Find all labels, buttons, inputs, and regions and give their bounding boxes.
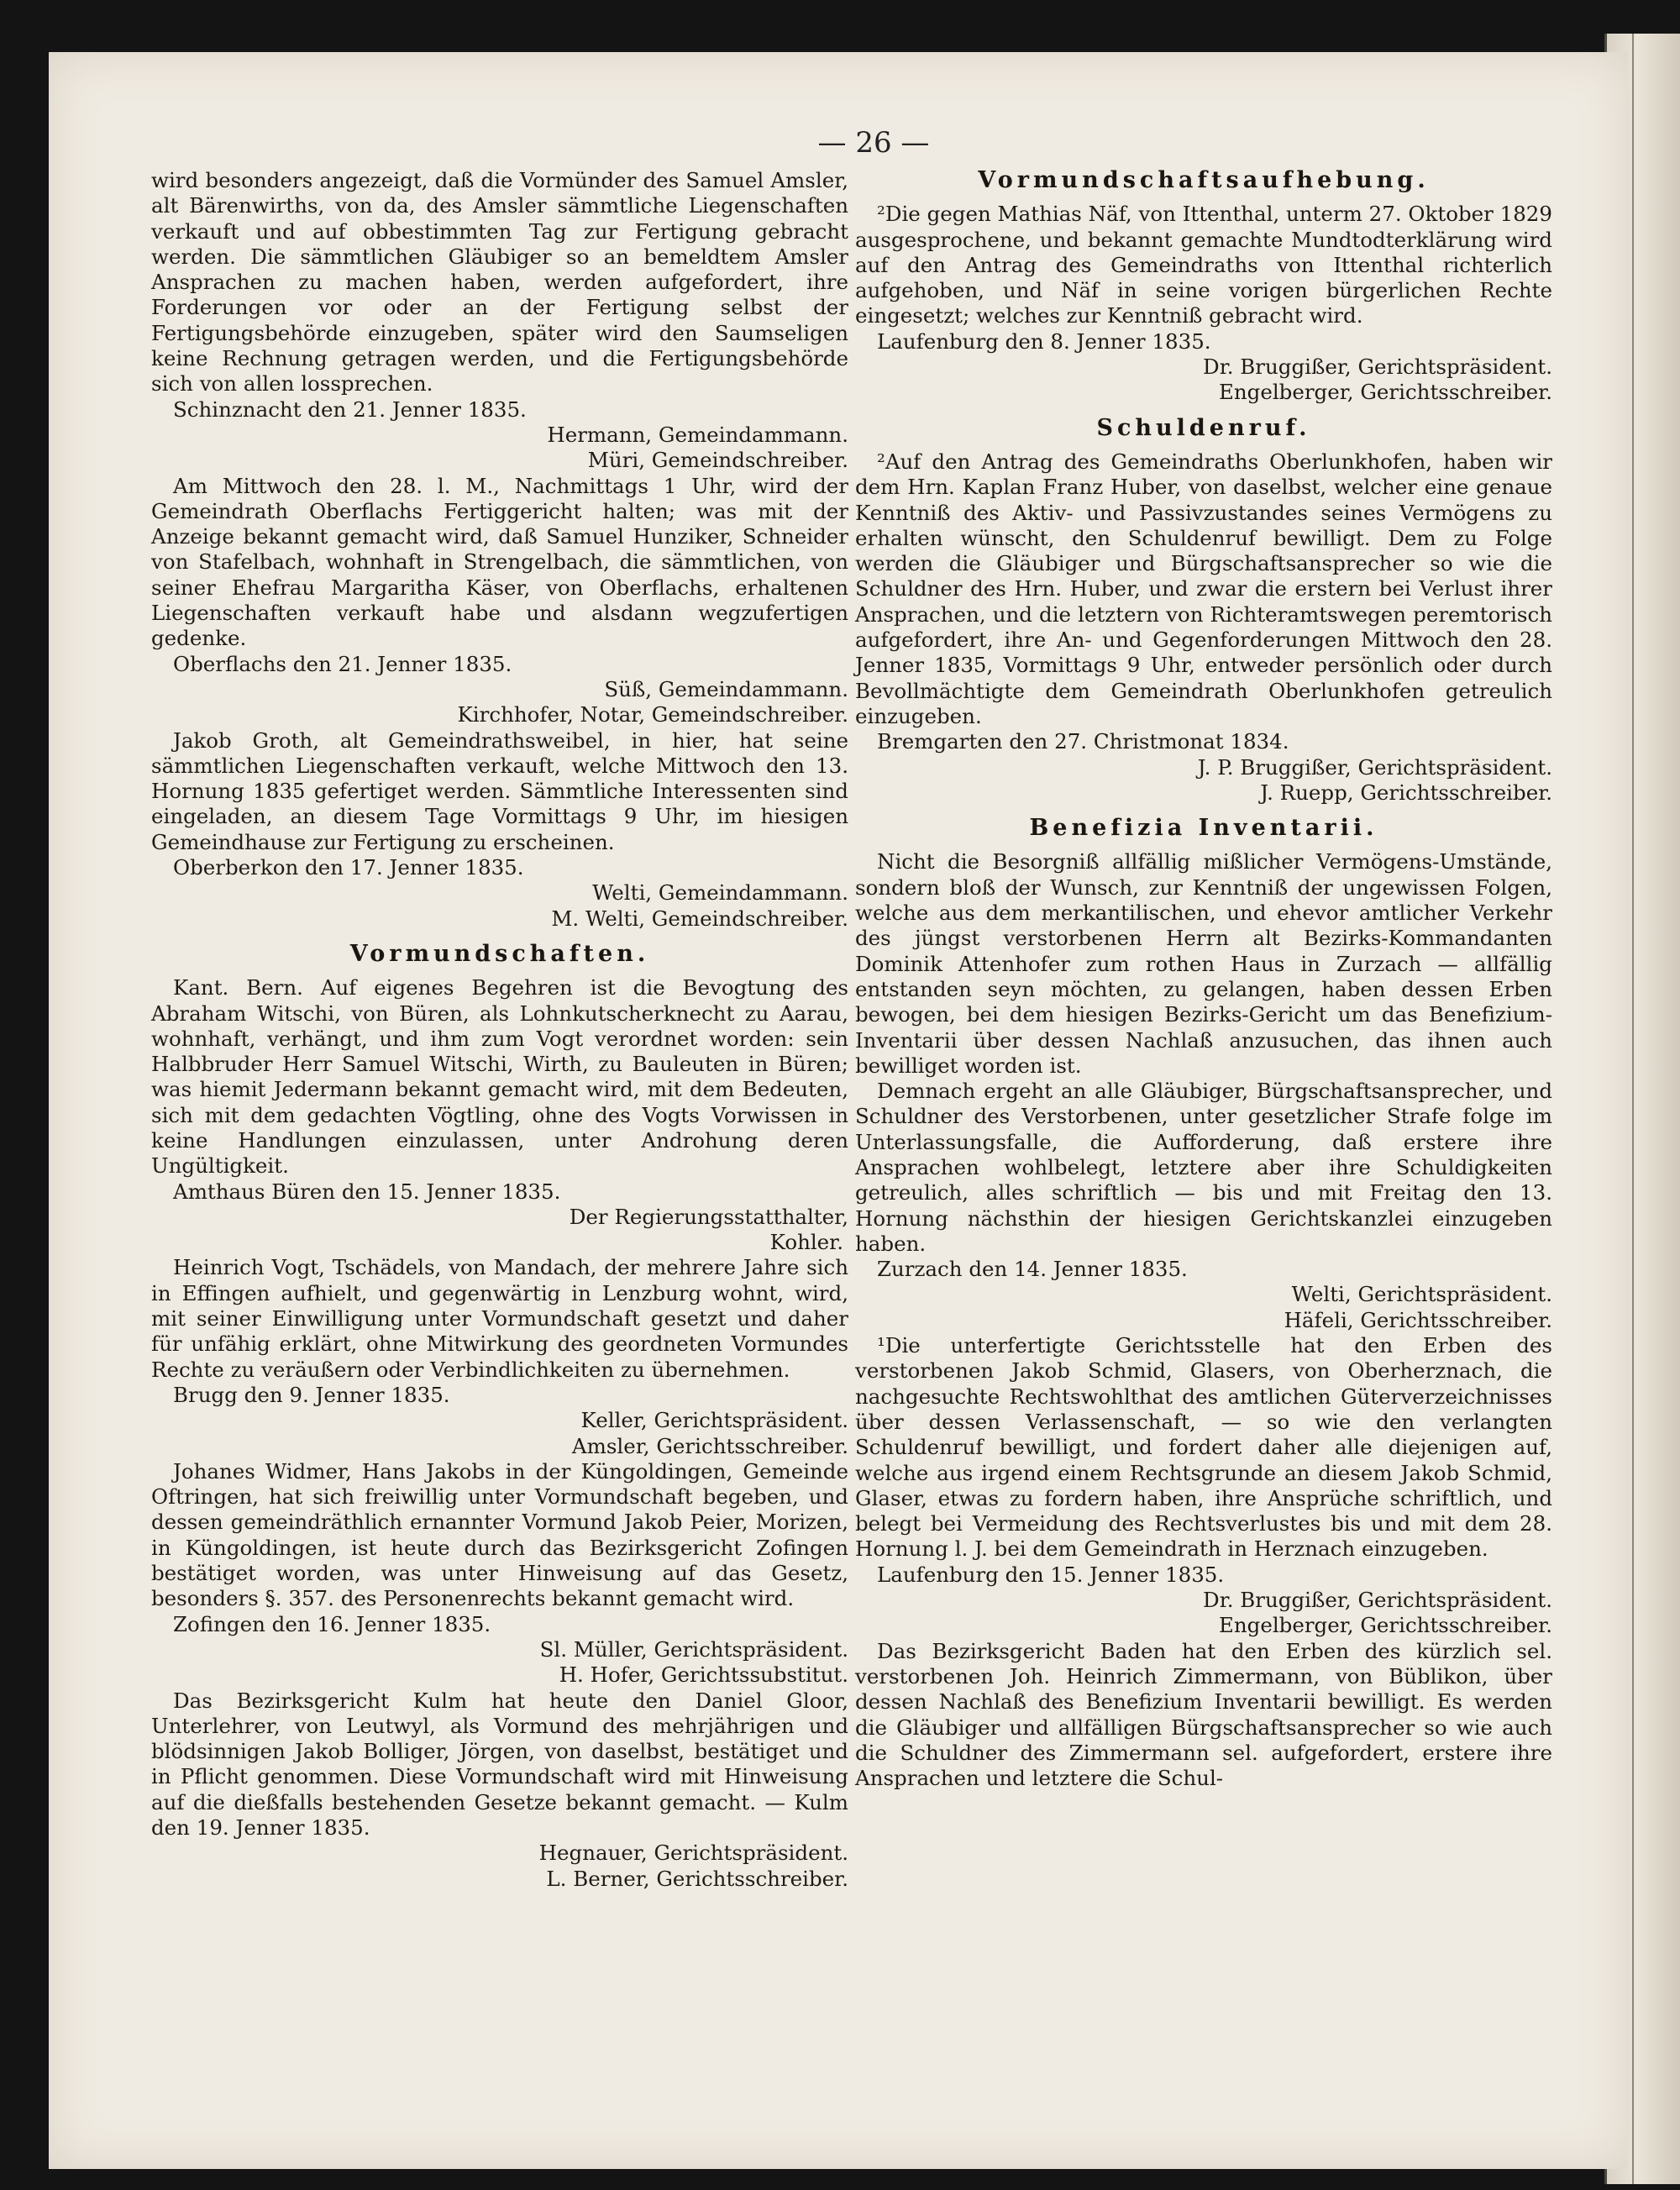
notice-paragraph: Demnach ergeht an alle Gläubiger, Bürgschaftsansprecher, und Schuldner des Verstorbenen, unter gesetzlicher Strafe folge im Unterlassungsfalle, die Aufforderung, daß erstere ihre Ansprachen wohlbelegt, letztere aber ihre Schuldigkeiten getreulich, alles schriftlich — bis und mit Freitag den 13. Hornung nächsthin der hiesigen Gerichtskanzlei einzugeben haben. xyxy=(855,1079,1552,1256)
right-column xyxy=(855,168,1552,1791)
signature-line: Der Regierungsstatthalter, xyxy=(569,1204,848,1229)
notice-paragraph: ¹Die unterfertigte Gerichtsstelle hat den Erben des verstorbenen Jakob Schmid, Glasers, von Oberherznach, die nachgesuchte Rechtswohlthat des amtlichen Güterverzeichnisses über dessen Verlassenschaft, — so wie den verlangten Schuldenruf bewilligt, und fordert daher alle diejenigen auf, welche aus irgend einem Rechtsgrunde an diesem Jakob Schmid, Glaser, etwas zu fordern haben, ihre Ansprüche schriftlich, und belegt bei Vermeidung des Rechtsverlustes bis und mit dem 28. Hornung l. J. bei dem Gemeindrath in Herznach einzugeben. xyxy=(855,1333,1552,1562)
signature-line: Kirchhofer, Notar, Gemeindschreiber. xyxy=(457,702,848,727)
notice-paragraph: Am Mittwoch den 28. l. M., Nachmittags 1 Uhr, wird der Gemeindrath Oberflachs Fertiggericht halten; was mit der Anzeige bekannt gemacht wird, daß Samuel Hunziker, Schneider von Stafelbach, wohnhaft in Strengelbach, die sämmtlichen, von seiner Ehefrau Margaritha Käser, von Oberflachs, erhaltenen Liegenschaften verkauft habe und alsdann wegzufertigen gedenke. xyxy=(151,473,848,651)
notice-paragraph: ²Die gegen Mathias Näf, von Ittenthal, unterm 27. Oktober 1829 ausgesprochene, und bekannt gemachte Mundtodterklärung wird auf den Antrag des Gemeindraths von Ittenthal richterlich aufgehoben, und Näf in seine vorigen bürgerlichen Rechte eingesetzt; welches zur Kenntniß gebracht wird. xyxy=(855,202,1552,328)
signature-line: Kohler. xyxy=(769,1230,843,1255)
dateline: Laufenburg den 15. Jenner 1835. xyxy=(877,1562,1225,1587)
notice-paragraph: Das Bezirksgericht Baden hat den Erben des kürzlich sel. verstorbenen Joh. Heinrich Zimmermann, von Büblikon, über dessen Nachlaß des Benefizium Inventarii bewilligt. Es werden die Gläubiger und allfälligen Bürgschaftsansprecher so wie auch die Schuldner des Zimmermann sel. aufgefordert, erstere ihre Ansprachen und letztere die Schul- xyxy=(855,1638,1552,1791)
left-column xyxy=(151,168,848,1892)
notice-paragraph: Jakob Groth, alt Gemeindrathsweibel, in hier, hat seine sämmtlichen Liegenschaften verkauft, welche Mittwoch den 13. Hornung 1835 gefertiget werden. Sämmtliche Interessenten sind eingeladen, an diesem Tage Vormittags 9 Uhr, im hiesigen Gemeindhause zur Fertigung zu erscheinen. xyxy=(151,727,848,854)
spine-line xyxy=(1632,34,1634,2184)
signature-line: Dr. Bruggißer, Gerichtspräsident. xyxy=(1203,1588,1552,1613)
signature-line: Engelberger, Gerichtsschreiber. xyxy=(1218,1613,1552,1638)
dateline: Oberberkon den 17. Jenner 1835. xyxy=(173,855,524,880)
signature-line: Welti, Gemeindammann. xyxy=(592,880,848,906)
signature-line: Dr. Bruggißer, Gerichtspräsident. xyxy=(1203,354,1552,380)
signature-line: M. Welti, Gemeindschreiber. xyxy=(551,906,848,931)
notice-paragraph: Heinrich Vogt, Tschädels, von Mandach, der mehrere Jahre sich in Effingen aufhielt, und gegenwärtig in Lenzburg wohnt, wird, mit seiner Einwilligung unter Vormundschaft gesetzt und daher für unfähig erklärt, ohne Mitwirkung des geordneten Vormundes Rechte zu veräußern oder Verbindlichkeiten zu übernehmen. xyxy=(151,1255,848,1382)
signature-line: Engelberger, Gerichtsschreiber. xyxy=(1218,380,1552,405)
signature-line: Welti, Gerichtspräsident. xyxy=(1291,1282,1552,1307)
notice-paragraph: Nicht die Besorgniß allfällig mißlicher Vermögens-Umstände, sondern bloß der Wunsch, zur Kenntniß der ungewissen Folgen, welche aus dem merkantilischen, und ehevor amtlicher Verkehr des jüngst verstorbenen Herrn alt Bezirks-Kommandanten Dominik Attenhofer zum rothen Haus in Zurzach — allfällig entstanden seyn möchten, zu gelangen, haben dessen Erben bewogen, bei dem hiesigen Bezirks-Gericht um das Benefizium-Inventarii über dessen Nachlaß anzusuchen, das ihnen auch bewilliget worden ist. xyxy=(855,849,1552,1078)
signature-line: Hermann, Gemeindammann. xyxy=(547,422,848,447)
signature-line: Amsler, Gerichtsschreiber. xyxy=(571,1433,848,1458)
notice-paragraph: Kant. Bern. Auf eigenes Begehren ist die Bevogtung des Abraham Witschi, von Büren, als Lohnkutscherknecht zu Aarau, wohnhaft, verhängt, und ihm zum Vogt verordnet worden: sein Halbbruder Herr Samuel Witschi, Wirth, zu Bauleuten in Büren; was hiemit Jedermann bekannt gemacht wird, mit dem Bedeuten, sich mit dem gedachten Vögtling, ohne des Vogts Vorwissen in keine Handlungen einzulassen, unter Androhung deren Ungültigkeit. xyxy=(151,975,848,1179)
page-number: — 26 — xyxy=(817,126,930,160)
dateline: Zurzach den 14. Jenner 1835. xyxy=(877,1257,1188,1282)
dateline: Brugg den 9. Jenner 1835. xyxy=(173,1382,450,1407)
signature-line: Müri, Gemeindschreiber. xyxy=(587,448,848,473)
signature-line: L. Berner, Gerichtsschreiber. xyxy=(546,1866,848,1891)
notice-paragraph: Das Bezirksgericht Kulm hat heute den Daniel Gloor, Unterlehrer, von Leutwyl, als Vormund des mehrjährigen und blödsinnigen Jakob Bolliger, Jörgen, von daselbst, bestätiget und in Pflicht genommen. Diese Vormundschaft wird mit Hinweisung auf die dießfalls bestehenden Gesetze bekannt gemacht. — Kulm den 19. Jenner 1835. xyxy=(151,1688,848,1840)
dateline: Bremgarten den 27. Christmonat 1834. xyxy=(877,729,1289,754)
signature-line: Süß, Gemeindammann. xyxy=(604,676,848,701)
notice-paragraph: Johanes Widmer, Hans Jakobs in der Küngoldingen, Gemeinde Oftringen, hat sich freiwillig unter Vormundschaft begeben, und dessen gemeindräthlich ernannter Vormund Jakob Peier, Morizen, in Küngoldingen, ist heute durch das Bezirksgericht Zofingen bestätiget worden, was unter Hinweisung auf das Gesetz, besonders §. 357. des Personenrechts bekannt gemacht wird. xyxy=(151,1458,848,1611)
paragraph: wird besonders angezeigt, daß die Vormünder des Samuel Amsler, alt Bärenwirths, von da, des Amsler sämmtliche Liegenschaften verkauft und auf obbestimmten Tag zur Fertigung gebracht werden. Die sämmtlichen Gläubiger so an bemeldtem Amsler Ansprachen zu machen haben, werden aufgefordert, ihre Forderungen vor oder an der Fertigung selbst der Fertigungsbehörde einzugeben, später wird den Saumseligen keine Rechnung getragen werden, und die Fertigungsbehörde sich von allen lossprechen. xyxy=(151,168,848,397)
notice-paragraph: ²Auf den Antrag des Gemeindraths Oberlunkhofen, haben wir dem Hrn. Kaplan Franz Huber, von daselbst, welcher eine genaue Kenntniß des Aktiv- und Passivzustandes seines Vermögens zu erhalten wünscht, den Schuldenruf bewilligt. Dem zu Folge werden die Gläubiger und Bürgschaftsansprecher so wie die Schuldner des Hrn. Huber, und zwar die erstern bei Verlust ihrer Ansprachen, und die letztern von Richteramtswegen peremtorisch aufgefordert, ihre An- und Gegenforderungen Mittwoch den 28. Jenner 1835, Vormittags 9 Uhr, entweder persönlich oder durch Bevollmächtigte dem Gemeindrath Oberlunkhofen getreulich einzugeben. xyxy=(855,449,1552,728)
signature-line: Häfeli, Gerichtsschreiber. xyxy=(1284,1307,1552,1332)
dateline: Schinznacht den 21. Jenner 1835. xyxy=(173,397,527,422)
signature-line: J. Ruepp, Gerichtsschreiber. xyxy=(1260,780,1552,805)
signature-line: Hegnauer, Gerichtspräsident. xyxy=(538,1841,848,1866)
signature-line: Sl. Müller, Gerichtspräsident. xyxy=(539,1636,848,1662)
section-heading: Schuldenruf. xyxy=(1096,414,1311,441)
dateline: Oberflachs den 21. Jenner 1835. xyxy=(173,651,512,676)
section-heading: Vormundschaften. xyxy=(349,940,650,967)
section-heading: Benefizia Inventarii. xyxy=(1029,815,1378,842)
dateline: Zofingen den 16. Jenner 1835. xyxy=(173,1611,491,1636)
dateline: Amthaus Büren den 15. Jenner 1835. xyxy=(173,1179,561,1204)
dateline: Laufenburg den 8. Jenner 1835. xyxy=(877,328,1211,354)
section-heading: Vormundschaftsaufhebung. xyxy=(978,167,1430,193)
signature-line: Keller, Gerichtspräsident. xyxy=(580,1408,848,1433)
signature-line: J. P. Bruggißer, Gerichtspräsident. xyxy=(1197,754,1552,780)
signature-line: H. Hofer, Gerichtssubstitut. xyxy=(559,1662,848,1688)
